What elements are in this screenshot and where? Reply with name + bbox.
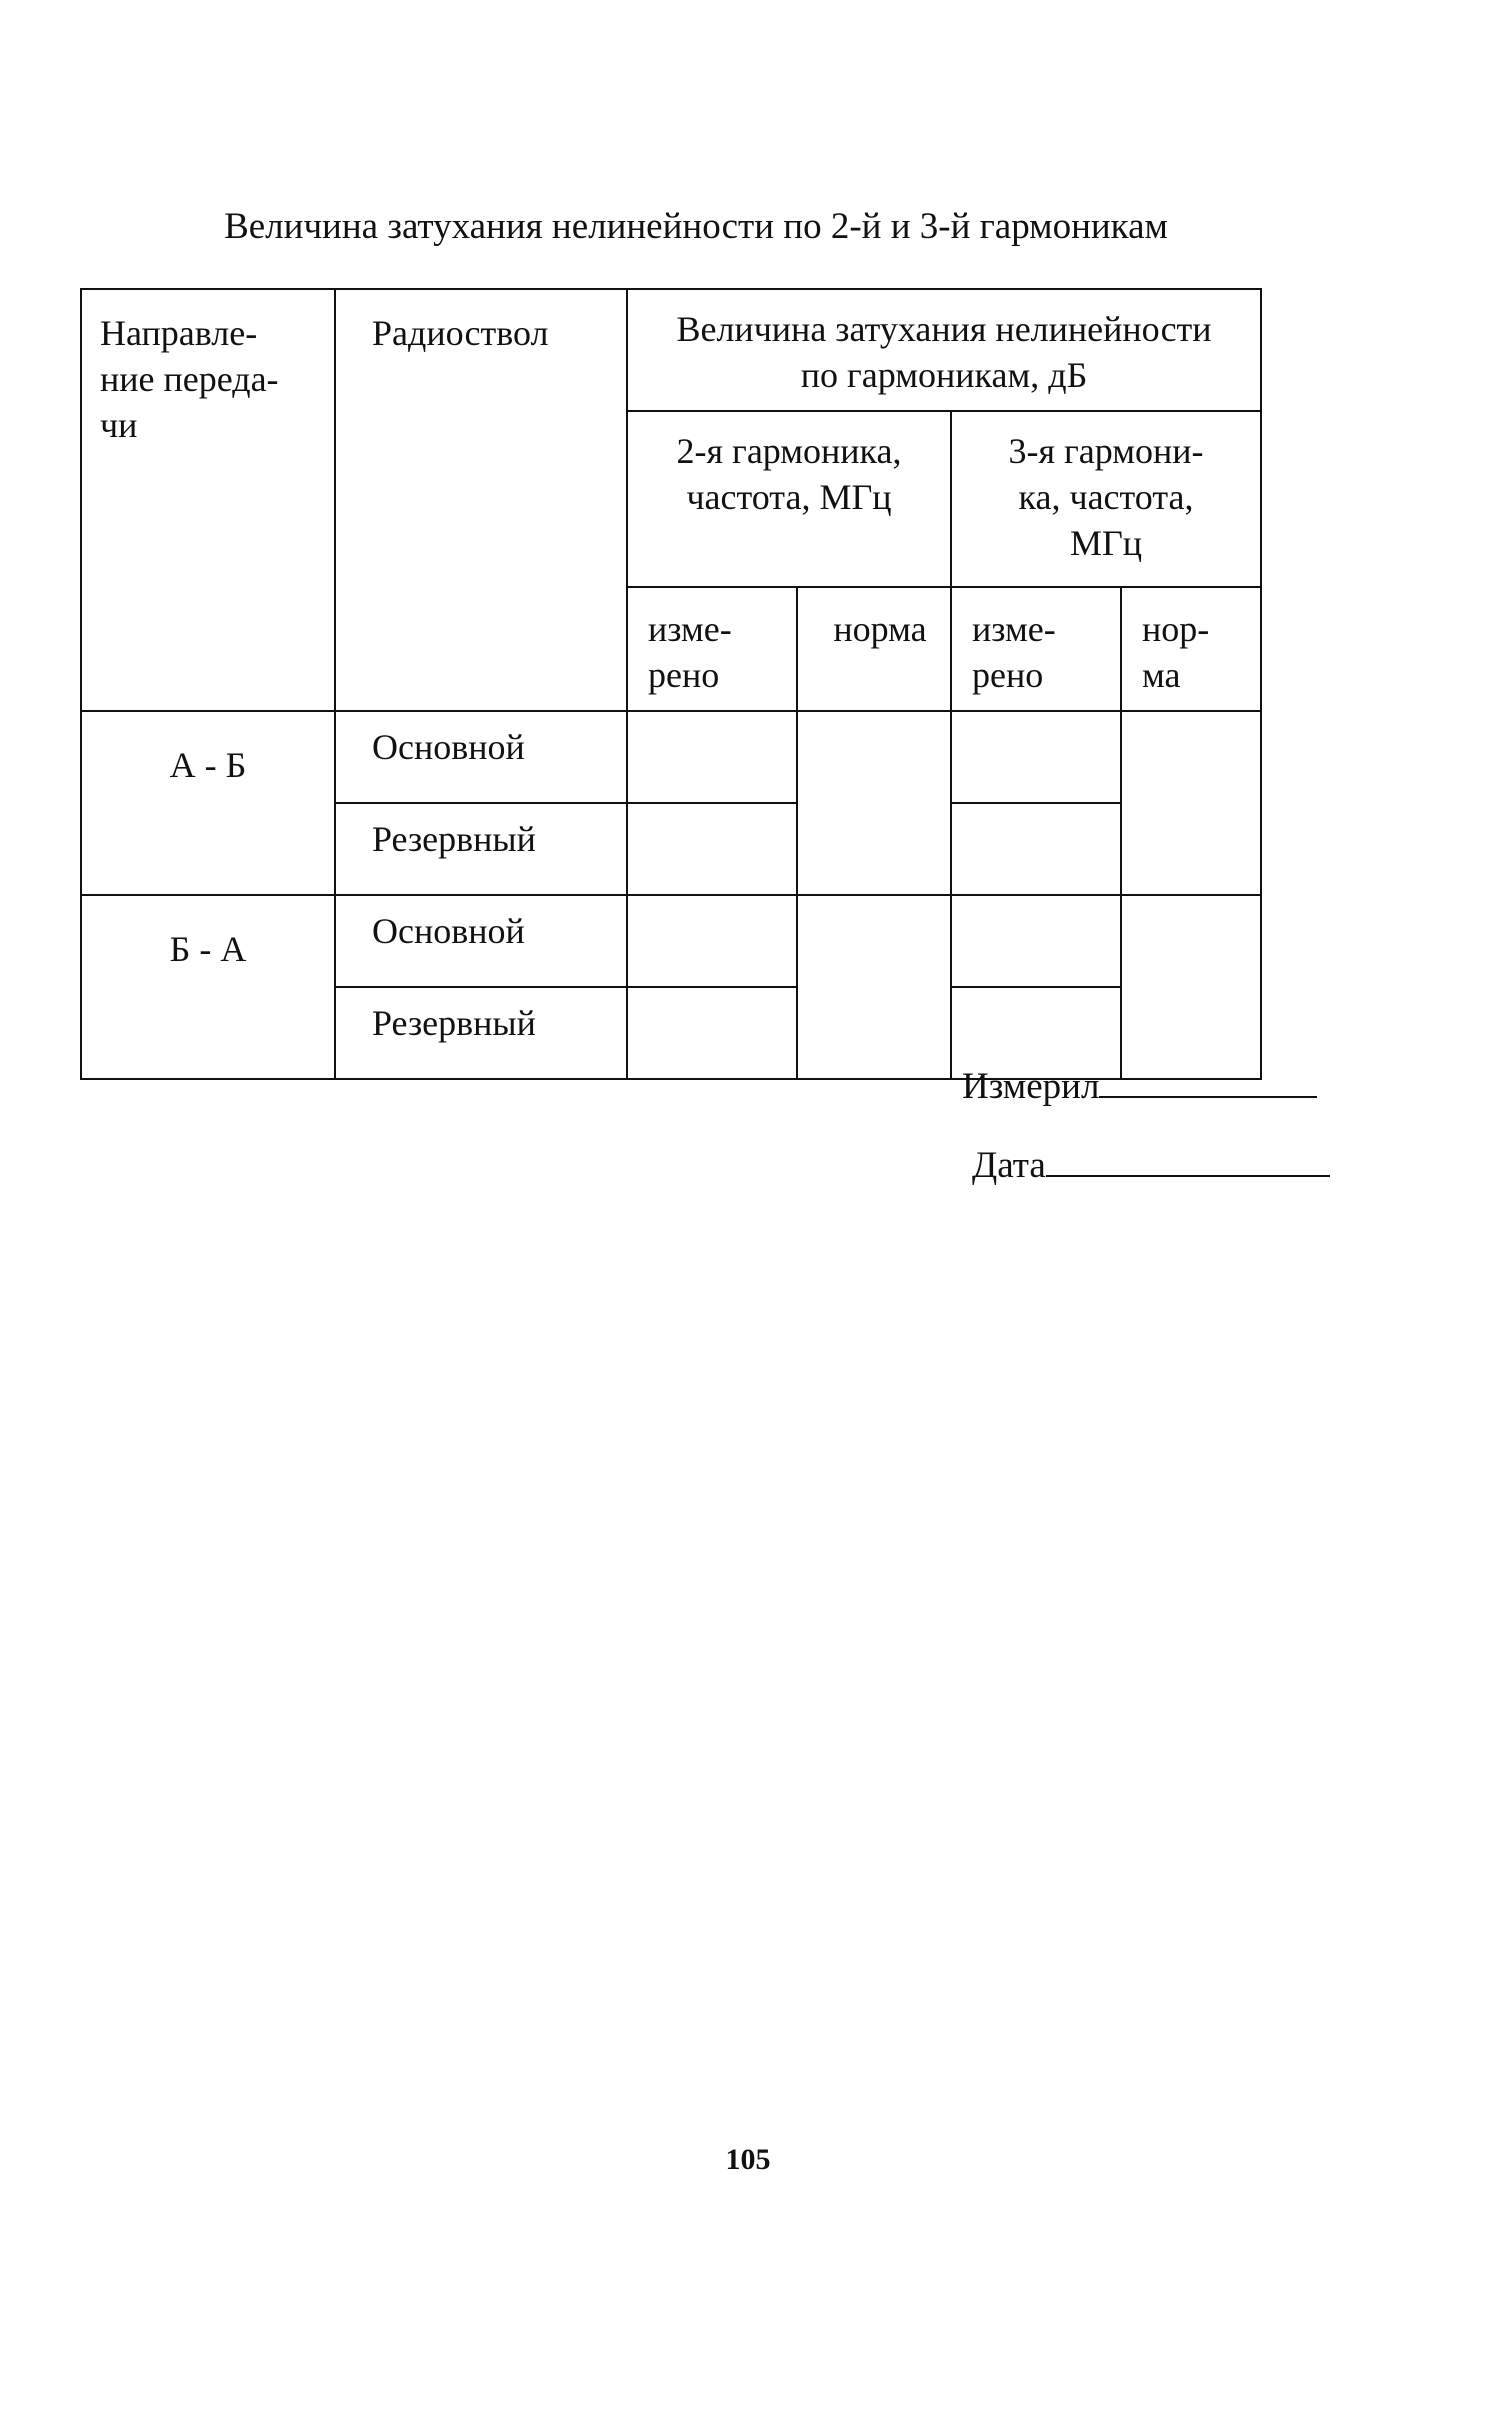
- trunk-cell: [335, 987, 627, 1079]
- header-direction: [81, 289, 335, 711]
- trunk-cell: [335, 895, 627, 987]
- norm-2-cell: [797, 711, 951, 895]
- header-measured-2: [627, 587, 797, 711]
- header-norm-2: [797, 587, 951, 711]
- header-direction-label: Направле- ние переда- чи: [100, 313, 279, 445]
- header-norm-3-label: нор- ма: [1142, 609, 1210, 695]
- direction-cell: [81, 711, 335, 895]
- date-line: [972, 1144, 1330, 1188]
- direction-cell: [81, 895, 335, 1079]
- header-attenuation-label: Величина затухания нелинейности по гармоникам, дБ: [676, 309, 1212, 395]
- header-harmonic-3-label: 3-я гармони- ка, частота, МГц: [1008, 431, 1204, 563]
- header-trunk: [335, 289, 627, 711]
- trunk-cell: [335, 803, 627, 895]
- measured-2-cell: [627, 711, 797, 803]
- measured-2-cell: [627, 803, 797, 895]
- measured-2-cell: [627, 987, 797, 1079]
- header-measured-3-label: изме- рено: [972, 609, 1056, 695]
- trunk-label: Основной: [372, 727, 525, 767]
- measured-by-blank[interactable]: [1099, 1066, 1317, 1098]
- trunk-label: Основной: [372, 911, 525, 951]
- norm-2-cell: [797, 895, 951, 1079]
- header-norm-2-label: норма: [833, 609, 927, 649]
- header-trunk-label: Радиоствол: [372, 313, 549, 353]
- date-label: Дата: [972, 1145, 1046, 1186]
- measured-3-cell: [951, 711, 1121, 803]
- table-row: [81, 711, 1261, 803]
- trunk-cell: [335, 711, 627, 803]
- page-title: Величина затухания нелинейности по 2-й и 3-й гармоникам: [224, 206, 1168, 247]
- trunk-label: Резервный: [372, 819, 536, 859]
- header-norm-3: [1121, 587, 1261, 711]
- header-measured-2-label: изме- рено: [648, 609, 732, 695]
- direction-label: Б - А: [169, 929, 247, 969]
- header-measured-3: [951, 587, 1121, 711]
- norm-3-cell: [1121, 711, 1261, 895]
- header-harmonic-2-label: 2-я гармоника, частота, МГц: [676, 431, 902, 517]
- page-number: 105: [725, 2143, 771, 2176]
- date-blank[interactable]: [1046, 1145, 1330, 1177]
- measured-3-cell: [951, 895, 1121, 987]
- measured-by-line: [962, 1065, 1317, 1109]
- table-row: [81, 895, 1261, 987]
- measured-2-cell: [627, 895, 797, 987]
- header-harmonic-3: [951, 411, 1261, 587]
- harmonic-attenuation-table: [80, 288, 1262, 1080]
- header-harmonic-2: [627, 411, 951, 587]
- norm-3-cell: [1121, 895, 1261, 1079]
- header-attenuation-group: [627, 289, 1261, 411]
- trunk-label: Резервный: [372, 1003, 536, 1043]
- measured-by-label: Измерил: [962, 1066, 1100, 1107]
- direction-label: А - Б: [169, 745, 247, 785]
- measured-3-cell: [951, 803, 1121, 895]
